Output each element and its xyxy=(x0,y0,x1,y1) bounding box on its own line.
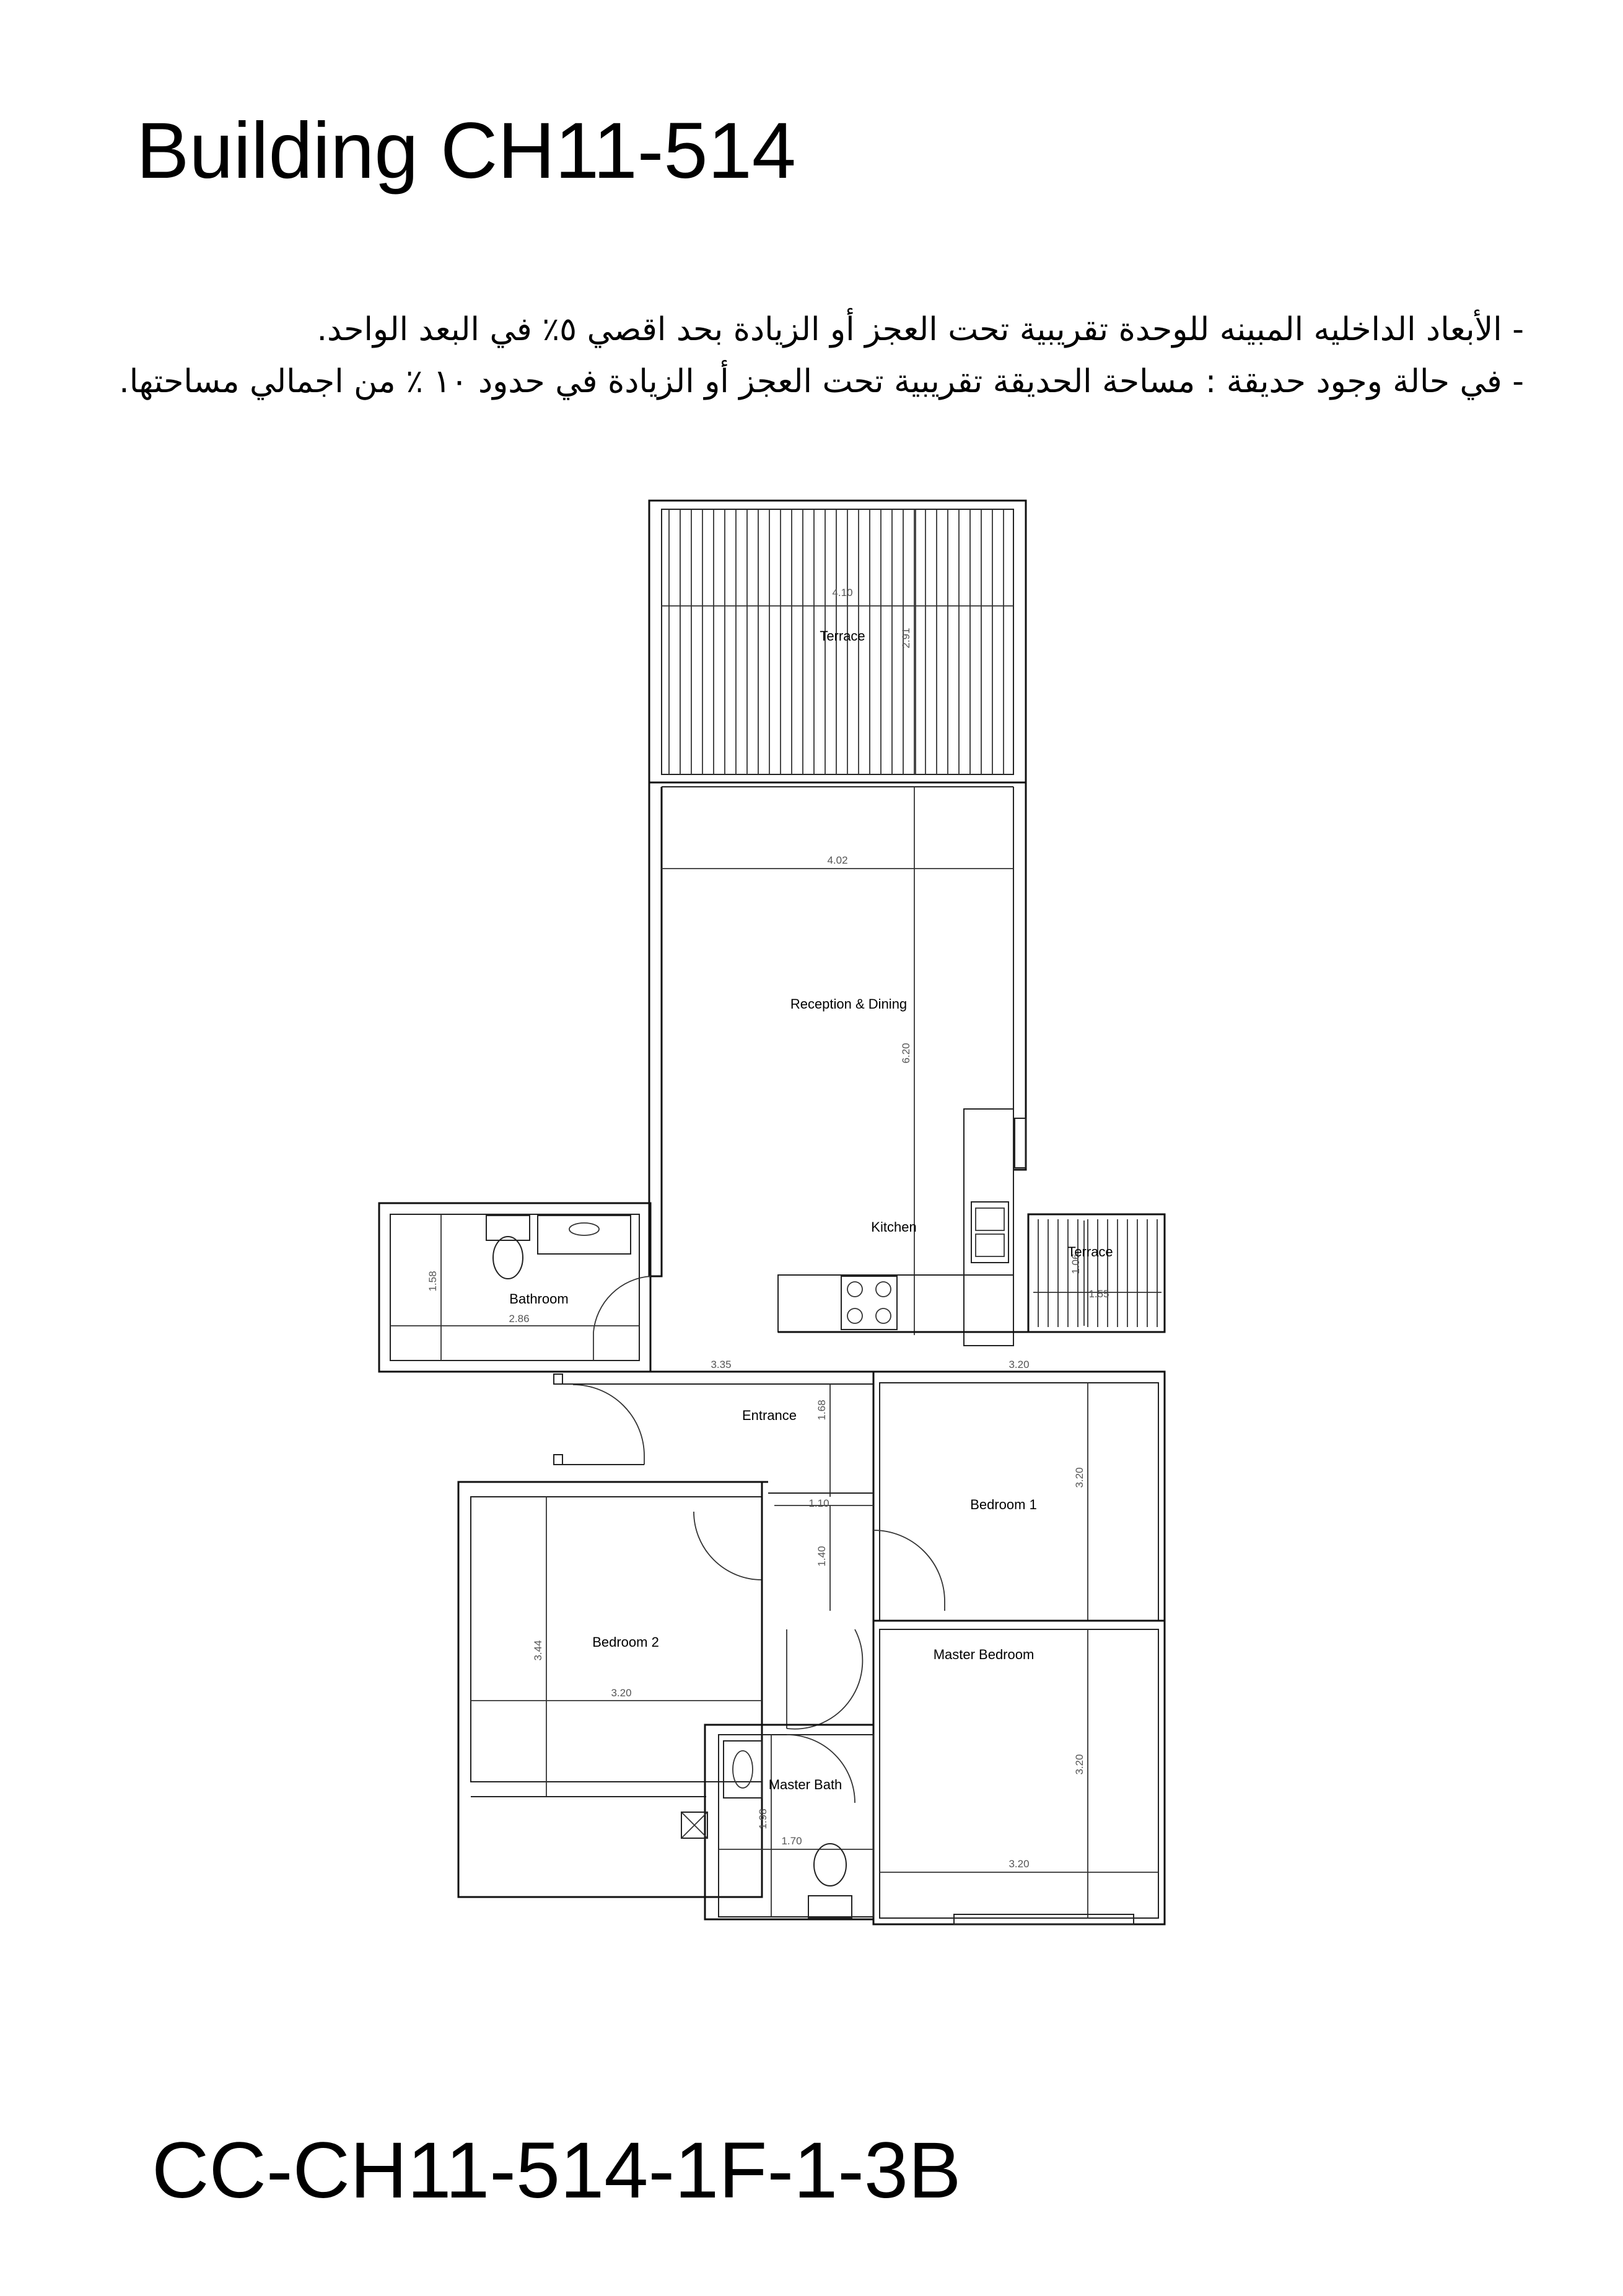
corridor xyxy=(694,1493,873,1729)
dim-entrance-width: 3.35 xyxy=(711,1359,732,1370)
dim-masterbath-width: 1.70 xyxy=(781,1835,802,1847)
dim-entrance-height: 1.68 xyxy=(816,1400,828,1421)
room-label-master-bedroom: Master Bedroom xyxy=(933,1647,1035,1662)
terrace-small xyxy=(1028,1214,1165,1332)
dim-terrace-small-height: 1.06 xyxy=(1070,1253,1082,1274)
dim-reception-height: 6.20 xyxy=(900,1043,912,1064)
unit-code: CC-CH11-514-1F-1-3B xyxy=(152,2126,961,2215)
terrace-small-slats xyxy=(1038,1219,1157,1327)
bedroom-1 xyxy=(873,1372,1165,1621)
room-label-entrance: Entrance xyxy=(742,1408,797,1423)
dim-bedroom1-height: 3.20 xyxy=(1074,1467,1085,1488)
entrance xyxy=(458,1372,1165,1897)
dim-terrace-width: 4.10 xyxy=(832,587,853,598)
dim-corridor-height: 1.40 xyxy=(816,1546,828,1567)
dim-corridor-width: 1.10 xyxy=(808,1497,829,1509)
room-label-reception: Reception & Dining xyxy=(790,996,908,1012)
kitchen xyxy=(778,1109,1165,1346)
page-title: Building CH11-514 xyxy=(136,107,796,195)
master-bath xyxy=(681,1725,873,1919)
dim-reception-width: 4.02 xyxy=(827,854,848,866)
dim-bedroom1-width: 3.20 xyxy=(1008,1359,1030,1370)
dim-masterbath-height: 1.98 xyxy=(757,1808,769,1829)
dim-master-height: 3.20 xyxy=(1074,1754,1085,1775)
bedroom-2 xyxy=(458,1482,762,1897)
master-bedroom xyxy=(873,1621,1165,1924)
dim-bathroom-height: 1.58 xyxy=(427,1271,439,1292)
room-label-bathroom: Bathroom xyxy=(509,1291,569,1307)
room-label-terrace-small: Terrace xyxy=(1067,1244,1113,1260)
bathroom xyxy=(379,1203,650,1372)
room-label-master-bath: Master Bath xyxy=(768,1777,842,1792)
dim-terrace-small-width: 1.55 xyxy=(1088,1288,1109,1300)
dim-bedroom2-height: 3.44 xyxy=(532,1640,544,1661)
room-label-bedroom-1: Bedroom 1 xyxy=(970,1497,1037,1512)
dim-terrace-height: 2.91 xyxy=(900,628,912,649)
dim-bedroom2-width: 3.20 xyxy=(611,1687,632,1699)
room-label-bedroom-2: Bedroom 2 xyxy=(592,1634,659,1650)
note-line-2: - في حالة وجود حديقة : مساحة الحديقة تقريبية تحت العجز أو الزيادة في حدود ١٠ ٪ من اجمالي مساحتها. xyxy=(119,363,1524,400)
dim-bathroom-width: 2.86 xyxy=(509,1313,530,1325)
note-line-1: - الأبعاد الداخليه المبينه للوحدة تقريبية تحت العجز أو الزيادة بحد اقصي ٥٪ في البعد الواحد. xyxy=(317,311,1524,348)
dim-master-width: 3.20 xyxy=(1008,1858,1030,1870)
room-label-terrace: Terrace xyxy=(820,628,865,644)
room-label-kitchen: Kitchen xyxy=(871,1219,917,1235)
